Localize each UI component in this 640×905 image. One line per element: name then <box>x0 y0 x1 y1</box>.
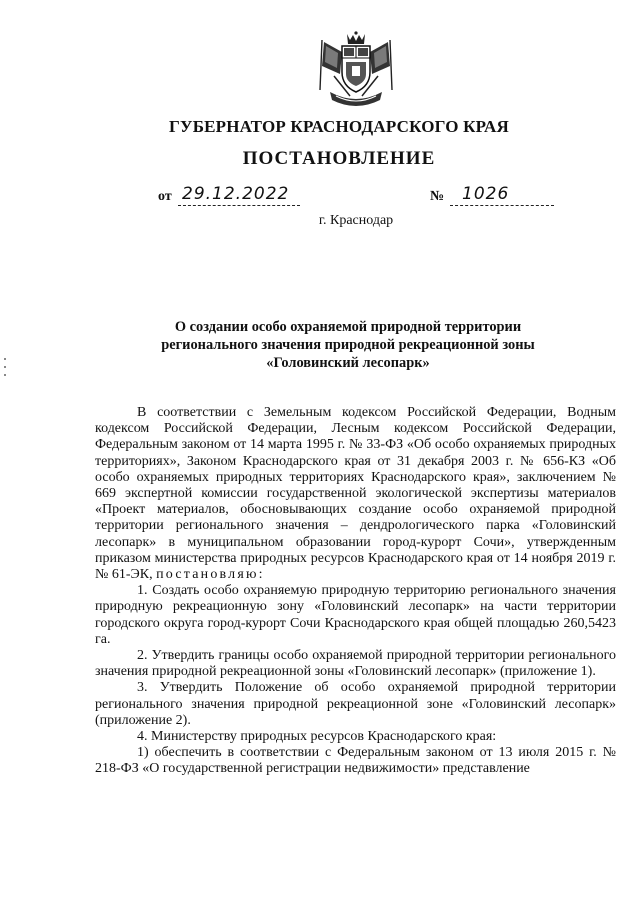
date-label: от <box>158 189 172 204</box>
item-1: 1. Создать особо охраняемую природную территорию регионального значения природную рекреационную зону «Головинский лесопарк» на части территории городского округа город-курорт Сочи Краснодарского края общей площадью 260,5423 га. <box>95 583 616 647</box>
item-4: 4. Министерству природных ресурсов Краснодарского края: <box>137 729 497 745</box>
authority-heading: ГУБЕРНАТОР КРАСНОДАРСКОГО КРАЯ <box>169 117 509 136</box>
date-number-row <box>158 184 558 210</box>
item-3: 3. Утвердить Положение об особо охраняемой природной территории регионального значения природной рекреационной зоне «Головинский лесопарк» (приложение 2). <box>95 680 616 728</box>
date-value: 29.12.2022 <box>182 184 290 204</box>
number-label: № <box>430 189 445 204</box>
document-body <box>95 405 616 778</box>
document-type-heading: ПОСТАНОВЛЕНИЕ <box>242 148 436 169</box>
title-line-1: О создании особо охраняемой природной территории <box>174 319 522 335</box>
preamble-text: В соответствии с Земельным кодексом Российской Федерации, Водным кодексом Российской Федерации, Лесным кодексом Российской Федерации, Федеральным законом от 14 марта 1995 г. № 33-ФЗ «Об особо охраняемых природных территориях», Законом Краснодарского края от 31 декабря 2003 г. № 656-КЗ «Об особо охраняемых природных территориях Краснодарского края», заключением № 669 экспертной комиссии государственной экологической экспертизы материалов «Проект материалов, обосновывающих создание особо охраняемой природной территории регионального значения – дендрологического парка «Головинский лесопарк» в муниципальном образовании город-курорт Сочи», утвержденным приказом министерства природных ресурсов Краснодарского края от 14 ноября 2019 г. № 61-ЭК, <box>95 405 616 583</box>
title-line-3: «Головинский лесопарк» <box>266 355 430 371</box>
number-underline <box>450 205 554 206</box>
title-line-2: регионального значения природной рекреационной зоны <box>161 337 535 353</box>
number-value: 1026 <box>462 184 510 204</box>
date-underline <box>178 205 300 206</box>
item-4-1: 1) обеспечить в соответствии с Федеральным законом от 13 июля 2015 г. № 218-ФЗ «О государственной регистрации недвижимости» представление <box>95 745 616 777</box>
item-2: 2. Утвердить границы особо охраняемой природной территории регионального значения природной рекреационной зоны «Головинский лесопарк» (приложение 1). <box>95 648 616 680</box>
resolve-text: постановляю: <box>156 567 265 583</box>
preamble-paragraph <box>95 405 616 583</box>
coat-of-arms-icon <box>316 30 396 114</box>
document-title <box>0 318 640 372</box>
city-line: г. Краснодар <box>318 213 394 228</box>
